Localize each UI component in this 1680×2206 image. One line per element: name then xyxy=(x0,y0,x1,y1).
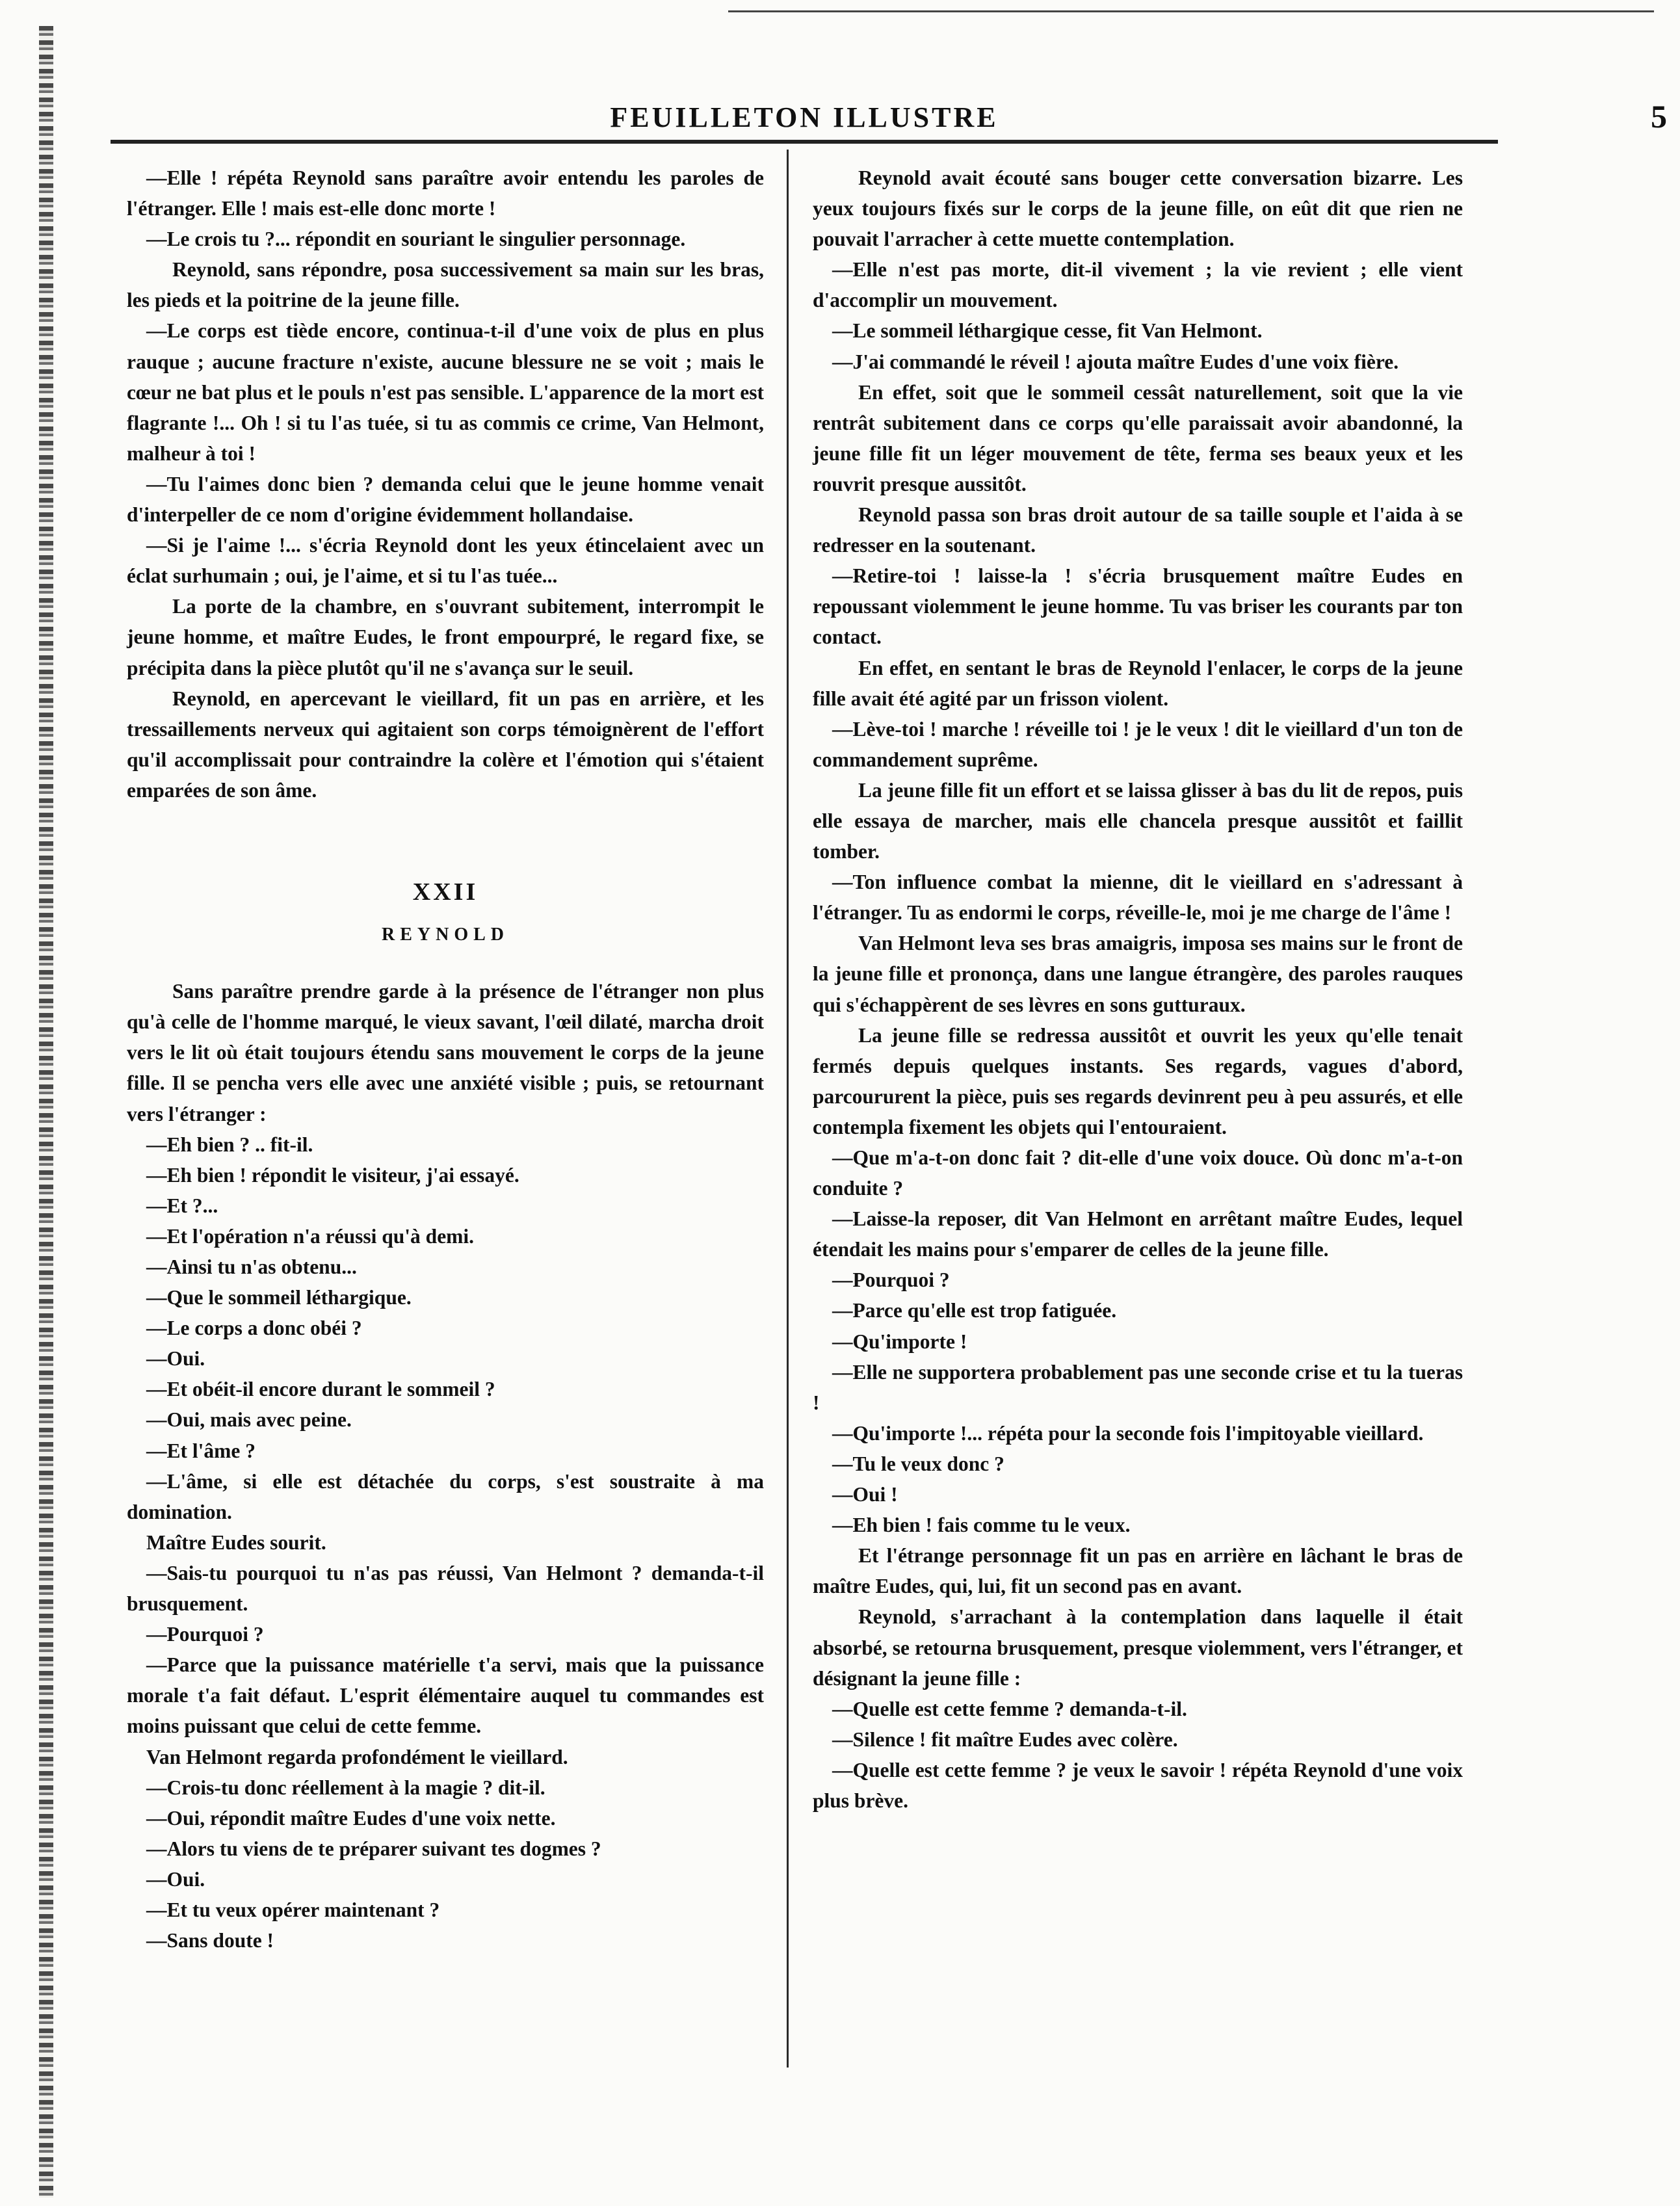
paragraph: Reynold, en apercevant le vieillard, fit un pas en arrière, et les tressaillements nerveux qui agitaient son corps témoignèrent de l'effort qu'il accomplissait pour contraindre la colère et l'émotion qui s'étaient emparées de son âme. xyxy=(127,687,764,802)
paragraph: —Le corps est tiède encore, continua-t-il d'une voix de plus en plus rauque ; aucune fracture n'existe, aucune blessure ne se voit ; mais le cœur ne bat plus et le pouls n'est pas sensible. L'apparence de la mort est flagrante !... Oh ! si tu l'as tuée, si tu as commis ce crime, Van Helmont, malheur à toi ! xyxy=(127,319,764,465)
paragraph: —Le corps a donc obéi ? xyxy=(146,1317,362,1340)
left-column-text-a xyxy=(127,163,764,806)
paragraph: —Et obéit-il encore durant le sommeil ? xyxy=(146,1378,495,1401)
right-column xyxy=(813,163,1463,1816)
paragraph: —Pourquoi ? xyxy=(832,1268,950,1292)
paragraph: Van Helmont regarda profondément le vieillard. xyxy=(146,1745,568,1768)
paragraph: —Oui, répondit maître Eudes d'une voix nette. xyxy=(146,1806,556,1830)
page-header xyxy=(111,98,1667,144)
paragraph: —Elle ! répéta Reynold sans paraître avoir entendu les paroles de l'étranger. Elle ! mais est-elle donc morte ! xyxy=(127,166,764,220)
page-binding-edge xyxy=(39,26,53,2198)
paragraph: —Quelle est cette femme ? demanda-t-il. xyxy=(832,1697,1187,1720)
paragraph: Reynold, s'arrachant à la contemplation dans laquelle il était absorbé, se retourna brusquement, presque violemment, vers l'étranger, et désignant la jeune fille : xyxy=(813,1605,1463,1690)
paragraph: Reynold, sans répondre, posa successivement sa main sur les bras, les pieds et la poitrine de la jeune fille. xyxy=(127,258,764,312)
paragraph: —Oui ! xyxy=(832,1483,898,1506)
left-column-text-b xyxy=(127,976,764,1956)
paragraph: —Quelle est cette femme ? je veux le savoir ! répéta Reynold d'une voix plus brève. xyxy=(813,1758,1463,1812)
paragraph: En effet, en sentant le bras de Reynold l'enlacer, le corps de la jeune fille avait été agité par un frisson violent. xyxy=(813,656,1463,710)
paragraph: —Eh bien ? .. fit-il. xyxy=(146,1133,313,1156)
paragraph: —Elle ne supportera probablement pas une seconde crise et tu la tueras ! xyxy=(813,1360,1463,1414)
paragraph: La porte de la chambre, en s'ouvrant subitement, interrompit le jeune homme, et maître Eudes, le front empourpré, le regard fixe, se précipita dans la pièce plutôt qu'il ne s'avança sur le seuil. xyxy=(127,595,764,679)
paragraph: —Eh bien ! répondit le visiteur, j'ai essayé. xyxy=(146,1163,519,1187)
left-column xyxy=(127,163,764,1956)
section-title: REYNOLD xyxy=(381,925,509,945)
page-number: 5 xyxy=(1651,98,1667,135)
paragraph: —J'ai commandé le réveil ! ajouta maître Eudes d'une voix fière. xyxy=(832,350,1399,373)
paragraph: —Et ?... xyxy=(146,1194,218,1217)
column-divider xyxy=(787,150,789,2068)
paragraph: —Oui. xyxy=(146,1867,205,1891)
paragraph: —Que le sommeil léthargique. xyxy=(146,1286,412,1309)
paragraph: Et l'étrange personnage fit un pas en arrière en lâchant le bras de maître Eudes, qui, lui, fit un second pas en avant. xyxy=(813,1544,1463,1598)
paragraph: —Oui. xyxy=(146,1347,205,1371)
paragraph: La jeune fille se redressa aussitôt et ouvrit les yeux qu'elle tenait fermés depuis quelques instants. Ses regards, vagues d'abord, parcoururent la pièce, puis ses regards devinrent peu à peu assurés, et elle contempla fixement les objets qui l'entouraient. xyxy=(813,1023,1463,1138)
paragraph: Reynold avait écouté sans bouger cette conversation bizarre. Les yeux toujours fixés sur le corps de la jeune fille, on eût dit que rien ne pouvait l'arracher à cette muette contemplation. xyxy=(813,166,1463,251)
paragraph: Sans paraître prendre garde à la présence de l'étranger non plus qu'à celle de l'homme marqué, le vieux savant, l'œil dilaté, marcha droit vers le lit où était toujours étendu sans mouvement le corps de la jeune fille. Il se pencha vers elle avec une anxiété visible ; puis, se retournant vers l'étranger : xyxy=(127,980,764,1125)
top-border-line xyxy=(728,10,1654,12)
running-head: FEUILLETON ILLUSTRE xyxy=(610,101,999,133)
paragraph: —Le sommeil léthargique cesse, fit Van Helmont. xyxy=(832,319,1263,343)
paragraph: —Crois-tu donc réellement à la magie ? dit-il. xyxy=(146,1776,545,1799)
paragraph: —Sans doute ! xyxy=(146,1929,274,1952)
paragraph: —Parce que la puissance matérielle t'a servi, mais que la puissance morale t'a fait défaut. L'esprit élémentaire auquel tu commandes est moins puissant que celui de cette femme. xyxy=(127,1653,764,1738)
paragraph: —Que m'a-t-on donc fait ? dit-elle d'une voix douce. Où donc m'a-t-on conduite ? xyxy=(813,1146,1463,1200)
paragraph: —Tu le veux donc ? xyxy=(832,1452,1004,1475)
paragraph: —Eh bien ! fais comme tu le veux. xyxy=(832,1514,1131,1537)
paragraph: En effet, soit que le sommeil cessât naturellement, soit que la vie rentrât subitement dans ce corps qu'elle paraissait avoir abandonné, la jeune fille fit un léger mouvement de tête, ferma ses beaux yeux et les rouvrit presque aussitôt. xyxy=(813,380,1463,495)
paragraph: —Laisse-la reposer, dit Van Helmont en arrêtant maître Eudes, lequel étendait les mains pour s'emparer de celles de la jeune fille. xyxy=(813,1207,1463,1261)
paragraph: —Pourquoi ? xyxy=(146,1623,264,1646)
paragraph: —Tu l'aimes donc bien ? demanda celui que le jeune homme venait d'interpeller de ce nom d'origine évidemment hollandaise. xyxy=(127,472,764,527)
paragraph: —Et l'opération n'a réussi qu'à demi. xyxy=(146,1224,475,1248)
paragraph: —Si je l'aime !... s'écria Reynold dont les yeux étincelaient avec un éclat surhumain ; oui, je l'aime, et si tu l'as tuée... xyxy=(127,534,764,588)
paragraph: —Et l'âme ? xyxy=(146,1439,256,1462)
paragraph: —Ton influence combat la mienne, dit le vieillard en s'adressant à l'étranger. Tu as endormi le corps, réveille-le, moi je me charge de l'âme ! xyxy=(813,871,1463,925)
paragraph: —Qu'importe ! xyxy=(832,1330,967,1353)
paragraph: —Oui, mais avec peine. xyxy=(146,1408,352,1432)
paragraph: —Le crois tu ?... répondit en souriant le singulier personnage. xyxy=(146,228,686,251)
paragraph: —Et tu veux opérer maintenant ? xyxy=(146,1898,440,1921)
paragraph: Reynold passa son bras droit autour de sa taille souple et l'aida à se redresser en la soutenant. xyxy=(813,503,1463,557)
paragraph: —Lève-toi ! marche ! réveille toi ! je le veux ! dit le vieillard d'un ton de commandement suprême. xyxy=(813,717,1463,771)
paragraph: —Qu'importe !... répéta pour la seconde fois l'impitoyable vieillard. xyxy=(832,1421,1424,1445)
right-column-text xyxy=(813,163,1463,1816)
section-number: XXII xyxy=(412,878,479,906)
paragraph: —Sais-tu pourquoi tu n'as pas réussi, Van Helmont ? demanda-t-il brusquement. xyxy=(127,1561,764,1616)
paragraph: —Retire-toi ! laisse-la ! s'écria brusquement maître Eudes en repoussant violemment le jeune homme. Tu vas briser les courants par ton contact. xyxy=(813,564,1463,649)
paragraph: Van Helmont leva ses bras amaigris, imposa ses mains sur le front de la jeune fille et prononça, dans une langue étrangère, des paroles rauques qui s'échappèrent de ses lèvres en sons gutturaux. xyxy=(813,932,1463,1016)
paragraph: —Elle n'est pas morte, dit-il vivement ; la vie revient ; elle vient d'accomplir un mouvement. xyxy=(813,258,1463,312)
paragraph: La jeune fille fit un effort et se laissa glisser à bas du lit de repos, puis elle essaya de marcher, mais elle chancela presque aussitôt et faillit tomber. xyxy=(813,778,1463,863)
paragraph: —Parce qu'elle est trop fatiguée. xyxy=(832,1299,1117,1322)
paragraph: Maître Eudes sourit. xyxy=(146,1530,326,1554)
paragraph: —Alors tu viens de te préparer suivant tes dogmes ? xyxy=(146,1837,601,1860)
paragraph: —Ainsi tu n'as obtenu... xyxy=(146,1255,357,1278)
paragraph: —Silence ! fit maître Eudes avec colère. xyxy=(832,1727,1178,1751)
paragraph: —L'âme, si elle est détachée du corps, s'est soustraite à ma domination. xyxy=(127,1469,764,1523)
